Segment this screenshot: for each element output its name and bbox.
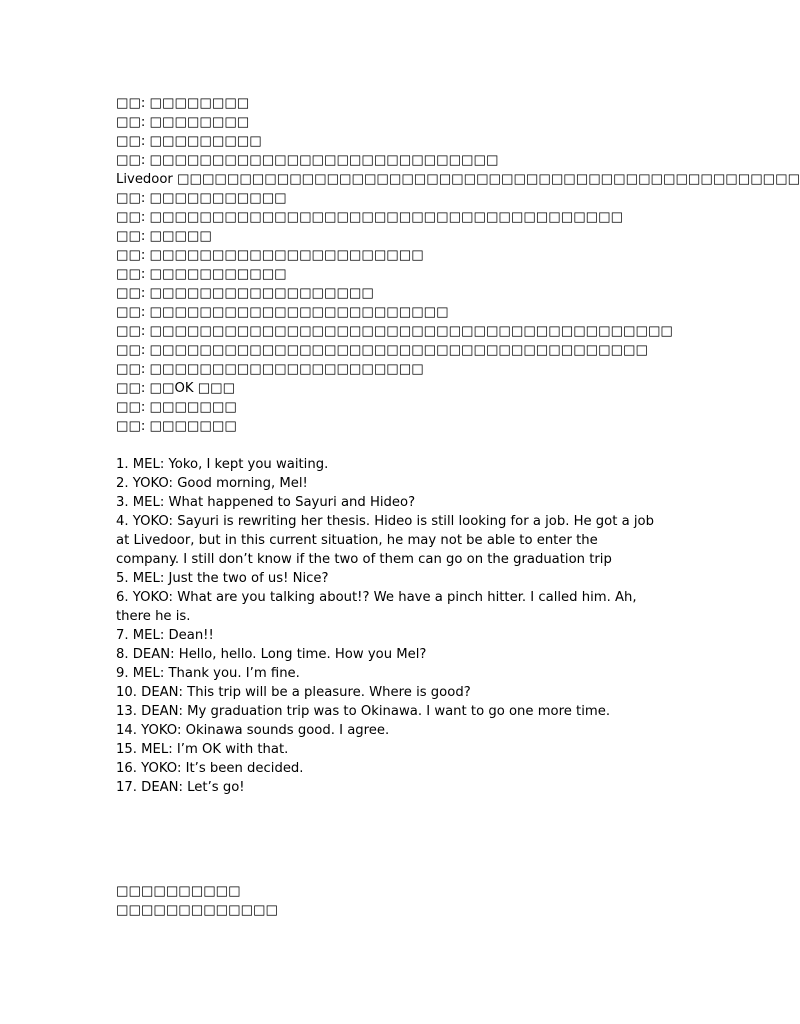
japanese-dialogue-line: □□: □□□□□□□□ [116,96,250,111]
japanese-dialogue-line: □□: □□□□□□□□□□□ [116,191,287,206]
english-dialogue-line: 17. DEAN: Let’s go! [116,780,245,795]
japanese-dialogue-line: □□: □□□□□□□□□□□□□□□□□□□□□□ [116,362,424,377]
english-dialogue-line: 8. DEAN: Hello, hello. Long time. How you Mel? [116,647,427,662]
japanese-dialogue-line: □□: □□□□□□□ [116,400,237,415]
japanese-dialogue-line: □□: □□□□□□□□□□□□□□□□□□□□□□□□□□□□□□□□□□□□□□□□□□ [116,324,673,339]
english-dialogue-line: 4. YOKO: Sayuri is rewriting her thesis. Hideo is still looking for a job. He got a job at Livedoor, but in this current situation, he may not be able to enter the company. I still don’t know if the two of them can go on the graduation trip [116,514,659,567]
japanese-dialogue-line: □□: □□□□□□□□□□□□□□□□□□□□□□□□□□□□□□□□□□□□□□□□ [116,343,648,358]
japanese-dialogue-line: □□: □□□□□□□□□□□□□□□□□□□□□□□□□□□□ [116,153,499,168]
document-page [116,94,800,920]
japanese-dialogue-line: Livedoor □□□□□□□□□□□□□□□□□□□□□□□□□□□□□□□□□□□□□□□□□□□□□□□□□□ [116,172,800,187]
english-dialogue-line: 1. MEL: Yoko, I kept you waiting. [116,457,329,472]
japanese-dialogue-line: □□: □□□□□□□□□□□ [116,267,287,282]
english-dialogue-line: 7. MEL: Dean!! [116,628,214,643]
english-dialogue-line: 14. YOKO: Okinawa sounds good. I agree. [116,723,390,738]
english-dialogue-line: 13. DEAN: My graduation trip was to Okinawa. I want to go one more time. [116,704,611,719]
english-dialogue-line: 10. DEAN: This trip will be a pleasure. Where is good? [116,685,471,700]
footer-line: □□□□□□□□□□□□□ [116,903,278,918]
japanese-dialogue-line: □□: □□□□□□□ [116,419,237,434]
footer-line: □□□□□□□□□□ [116,884,241,899]
japanese-dialogue-line: □□: □□□□□□□□□ [116,134,262,149]
english-dialogue-line: 3. MEL: What happened to Sayuri and Hideo? [116,495,416,510]
english-dialogue-line: 9. MEL: Thank you. I’m fine. [116,666,300,681]
spacer [116,436,656,455]
english-dialogue-line: 16. YOKO: It’s been decided. [116,761,304,776]
spacer [116,797,656,882]
english-dialogue-line: 5. MEL: Just the two of us! Nice? [116,571,329,586]
japanese-dialogue-line: □□: □□□□□□□□□□□□□□□□□□□□□□□□ [116,305,449,320]
english-dialogue-line: 15. MEL: I’m OK with that. [116,742,289,757]
japanese-dialogue-line: □□: □□□□□□□□□□□□□□□□□□□□□□□□□□□□□□□□□□□□□□ [116,210,624,225]
japanese-dialogue [116,94,800,436]
japanese-dialogue-line: □□: □□□□□□□□□□□□□□□□□□□□□□ [116,248,424,263]
japanese-dialogue-line: □□: □□□□□□□□□□□□□□□□□□ [116,286,374,301]
footer-notes [116,882,656,920]
english-dialogue-line: 2. YOKO: Good morning, Mel! [116,476,308,491]
english-dialogue-line: 6. YOKO: What are you talking about!? We have a pinch hitter. I called him. Ah, there he is. [116,590,641,624]
japanese-dialogue-line: □□: □□□□□ [116,229,212,244]
english-dialogue [116,455,659,797]
japanese-dialogue-line: □□: □□OK □□□ [116,381,236,396]
japanese-dialogue-line: □□: □□□□□□□□ [116,115,250,130]
